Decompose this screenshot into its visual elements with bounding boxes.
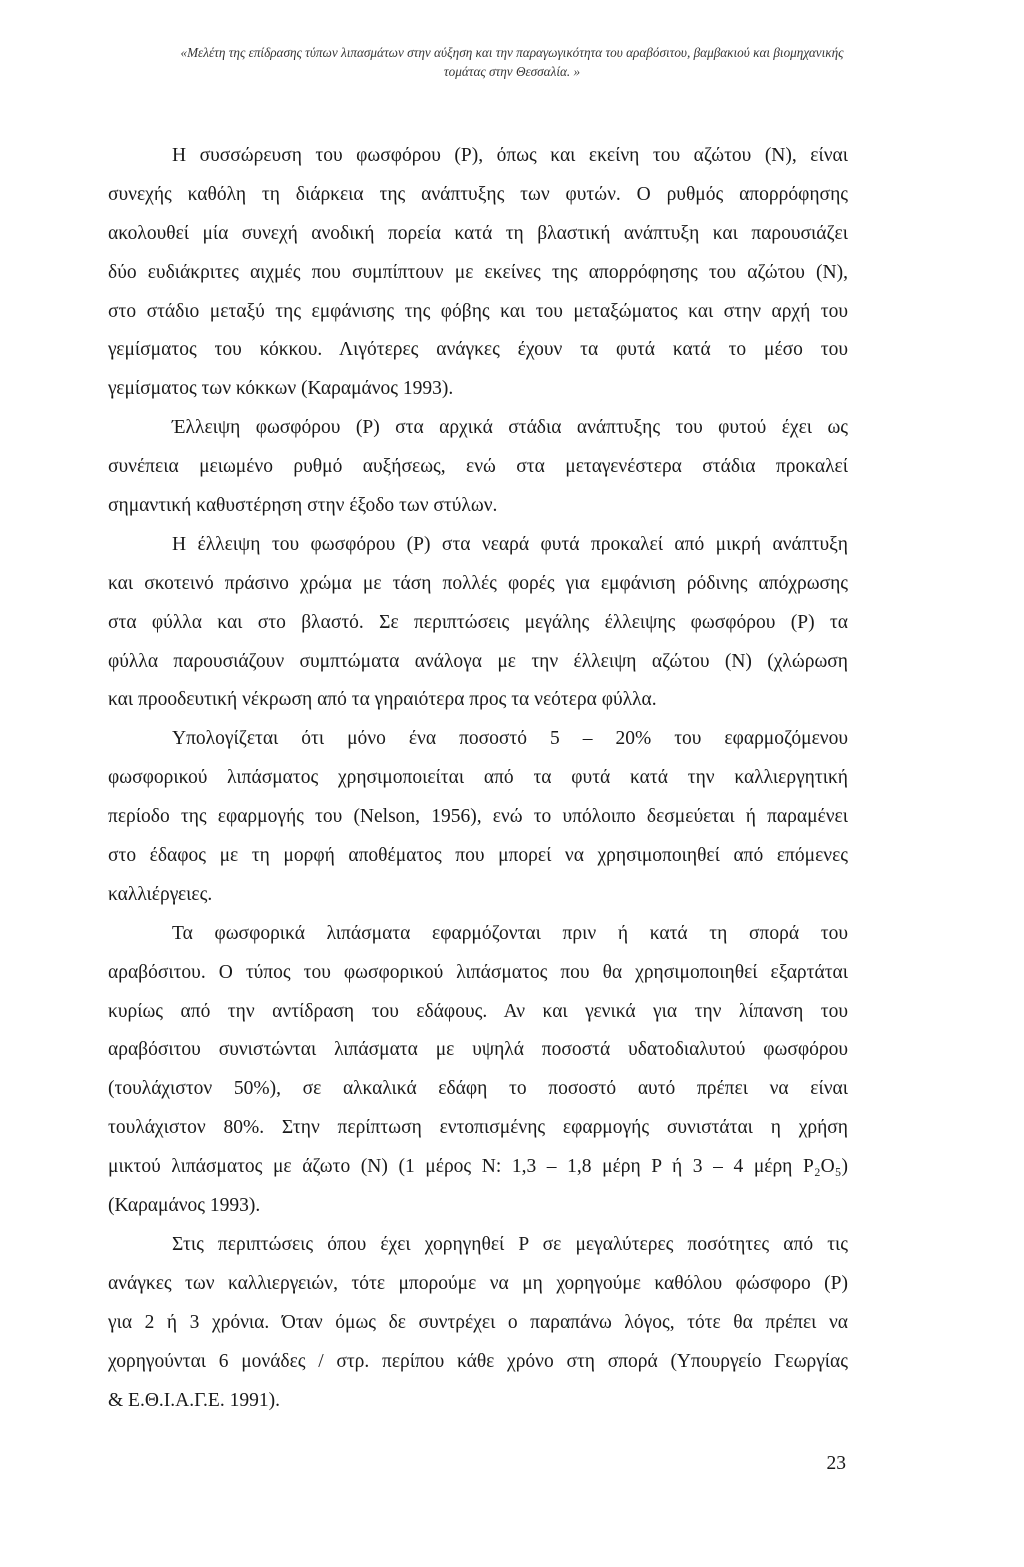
text-line: ακολουθεί μία συνεχή ανοδική πορεία κατά τη βλαστική ανάπτυξη και παρουσιάζει — [108, 222, 848, 244]
running-header — [90, 43, 934, 81]
text-line: Η έλλειψη του φωσφόρου (P) στα νεαρά φυτά προκαλεί από μικρή ανάπτυξη — [172, 533, 848, 555]
running-header-line-2: τομάτας στην Θεσσαλία. » — [443, 64, 581, 79]
text-line: συνέπεια μειωμένο ρυθμό αυξήσεως, ενώ στα μεταγενέστερα στάδια προκαλεί — [108, 456, 848, 478]
text-line: κυρίως από την αντίδραση του εδάφους. Αν και γενικά για την λίπανση του — [108, 1000, 848, 1022]
text-line: Υπολογίζεται ότι μόνο ένα ποσοστό 5 – 20% του εφαρμοζόμενου — [172, 728, 848, 750]
text-line: Έλλειψη φωσφόρου (P) στα αρχικά στάδια ανάπτυξης του φυτού έχει ως — [172, 417, 848, 439]
text-line: αραβόσιτου. Ο τύπος του φωσφορικού λιπάσματος που θα χρησιμοποιηθεί εξαρτάται — [108, 961, 848, 983]
text-line: μικτού λιπάσματος με άζωτο (N) (1 μέρος N: 1,3 – 1,8 μέρη P ή 3 – 4 μέρη P₂O₅) — [108, 1156, 848, 1178]
text-line: φωσφορικού λιπάσματος χρησιμοποιείται από τα φυτά κατά την καλλιεργητική — [108, 767, 848, 789]
body-text — [108, 137, 848, 1420]
text-line: χορηγούνται 6 μονάδες / στρ. περίπου κάθε χρόνο στη σπορά (Υπουργείο Γεωργίας — [108, 1350, 848, 1372]
text-line: Στις περιπτώσεις όπου έχει χορηγηθεί P σε μεγαλύτερες ποσότητες από τις — [172, 1233, 848, 1255]
text-line: (Καραμάνος 1993). — [108, 1195, 261, 1217]
running-header-line-1: «Μελέτη της επίδρασης τύπων λιπασμάτων στην αύξηση και την παραγωγικότητα του αραβόσιτου, βαμβακιού και βιομηχανικής — [180, 45, 844, 60]
text-line: φύλλα παρουσιάζουν συμπτώματα ανάλογα με την έλλειψη αζώτου (N) (χλώρωση — [108, 650, 848, 672]
text-line: Η συσσώρευση του φωσφόρου (P), όπως και εκείνη του αζώτου (N), είναι — [172, 145, 848, 166]
page-number: 23 — [826, 1453, 846, 1474]
text-line: στα φύλλα και στο βλαστό. Σε περιπτώσεις μεγάλης έλλειψης φωσφόρου (P) τα — [108, 611, 848, 633]
text-line: στο έδαφος με τη μορφή αποθέματος που μπορεί να χρησιμοποιηθεί από επόμενες — [108, 845, 848, 867]
text-line: ανάγκες των καλλιεργειών, τότε μπορούμε να μη χορηγούμε καθόλου φώσφορο (P) — [108, 1272, 848, 1294]
text-line: γεμίσματος των κόκκων (Καραμάνος 1993). — [108, 378, 454, 400]
text-line: Τα φωσφορικά λιπάσματα εφαρμόζονται πριν ή κατά τη σπορά του — [172, 922, 848, 944]
text-line: και σκοτεινό πράσινο χρώμα με τάση πολλές φορές για εμφάνιση ρόδινης απόχρωσης — [108, 572, 848, 594]
text-line: & Ε.Θ.Ι.Α.Γ.Ε. 1991). — [108, 1389, 280, 1411]
text-line: για 2 ή 3 χρόνια. Όταν όμως δε συντρέχει ο παραπάνω λόγος, τότε θα πρέπει να — [108, 1311, 848, 1333]
text-line: σημαντική καθυστέρηση στην έξοδο των στύλων. — [108, 495, 498, 517]
text-line: στο στάδιο μεταξύ της εμφάνισης της φόβης και του μεταξώματος και στην αρχή του — [108, 300, 848, 322]
text-line: καλλιέργειες. — [108, 883, 213, 905]
text-line: γεμίσματος του κόκκου. Λιγότερες ανάγκες έχουν τα φυτά κατά το μέσο του — [108, 339, 848, 361]
text-line: (τουλάχιστον 50%), σε αλκαλικά εδάφη το ποσοστό αυτό πρέπει να είναι — [108, 1078, 848, 1100]
text-line: αραβόσιτου συνιστώνται λιπάσματα με υψηλά ποσοστά υδατοδιαλυτού φωσφόρου — [108, 1039, 848, 1061]
text-line: συνεχής καθόλη τη διάρκεια της ανάπτυξης των φυτών. Ο ρυθμός απορρόφησης — [108, 183, 848, 205]
text-line: περίοδο της εφαρμογής του (Nelson, 1956), ενώ το υπόλοιπο δεσμεύεται ή παραμένει — [108, 806, 848, 828]
text-line: τουλάχιστον 80%. Στην περίπτωση εντοπισμένης εφαρμογής συνιστάται η χρήση — [108, 1117, 848, 1139]
text-line: και προοδευτική νέκρωση από τα γηραιότερα προς τα νεότερα φύλλα. — [108, 689, 657, 711]
text-line: δύο ευδιάκριτες αιχμές που συμπίπτουν με εκείνες της απορρόφησης του αζώτου (N), — [108, 261, 848, 283]
